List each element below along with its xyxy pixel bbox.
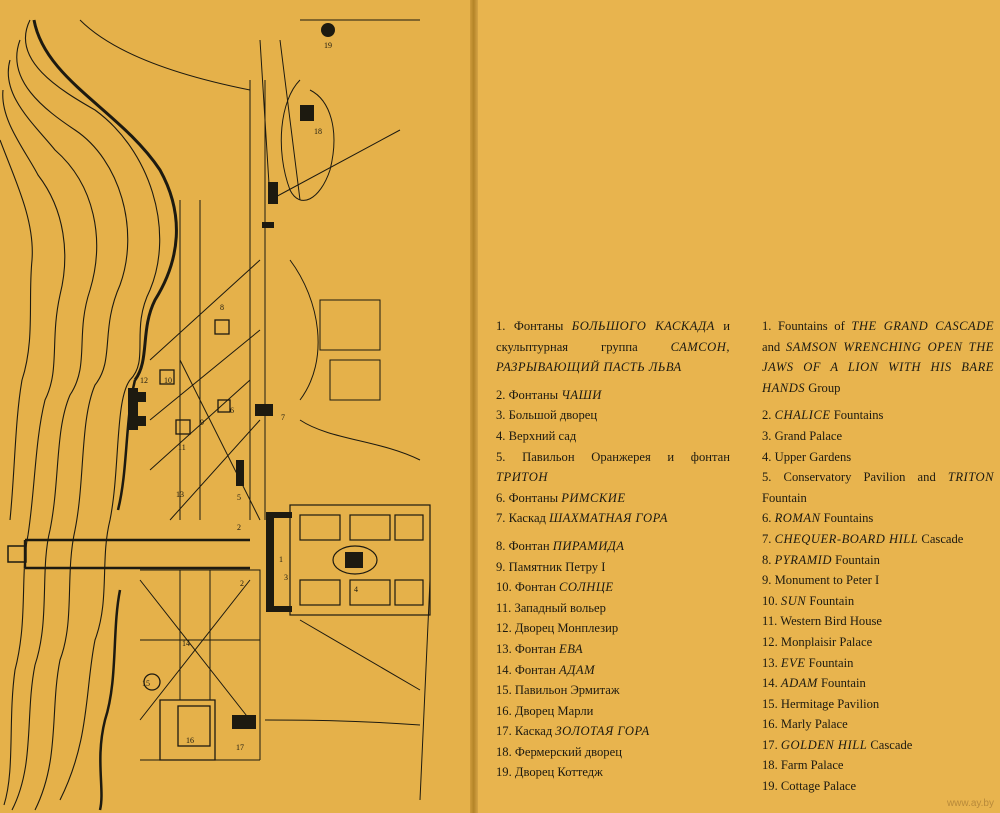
legend-text: and xyxy=(762,339,786,354)
map-label: 19 xyxy=(324,41,332,50)
pyramid-fountain xyxy=(345,552,363,568)
golden-hill xyxy=(232,715,256,729)
legend-number: 14. xyxy=(762,676,778,691)
cottage-palace xyxy=(321,23,335,37)
legend-number: 19. xyxy=(762,779,778,794)
map-label: 16 xyxy=(186,736,194,745)
legend-text: Cascade xyxy=(867,737,913,752)
legend-item xyxy=(496,508,730,529)
map-label: 12 xyxy=(140,376,148,385)
legend-number: 1. xyxy=(762,319,772,333)
legend-text: Фермерский дворец xyxy=(514,744,622,759)
legend-text: Fountain xyxy=(817,676,866,691)
legend-text: Hermitage Pavilion xyxy=(780,696,880,711)
legend-number: 3. xyxy=(496,408,506,423)
legend-item xyxy=(762,529,994,550)
legend-item xyxy=(762,776,994,797)
legend-name-italic: EVE xyxy=(780,655,806,670)
map-label: 7 xyxy=(281,413,285,422)
coast-contour-3 xyxy=(8,60,96,810)
roman-fountains xyxy=(255,404,273,416)
map-label: 1 xyxy=(279,555,283,564)
legend-text: Fountain xyxy=(762,490,807,505)
legend-item xyxy=(496,660,730,681)
legend-item xyxy=(762,714,994,735)
legend-item xyxy=(496,598,730,619)
legend-item xyxy=(762,467,994,508)
legend-number: 4. xyxy=(496,428,506,443)
legend-name-italic: GOLDEN HILL xyxy=(780,737,868,752)
legend-number: 9. xyxy=(762,573,772,588)
legend-name-italic: SUN xyxy=(780,593,807,608)
legend-text: Каскад xyxy=(508,511,550,526)
legend-item xyxy=(496,405,730,426)
legend-number: 17. xyxy=(496,724,512,739)
legend-text: Cottage Palace xyxy=(780,779,857,794)
map-number-labels xyxy=(140,41,358,752)
legend-number: 11. xyxy=(762,614,778,629)
legend-item xyxy=(762,447,994,468)
legend-number: 18. xyxy=(762,758,778,773)
legend-text: Дворец Монплезир xyxy=(514,621,619,636)
legend-item xyxy=(762,508,994,529)
legend-text: Conservatory Pavilion and xyxy=(783,470,948,485)
legend-name-italic: THE GRAND CASCADE xyxy=(851,319,995,333)
park-map xyxy=(0,0,472,813)
map-label: 15 xyxy=(142,679,150,688)
map-label: 2 xyxy=(240,579,244,588)
legend-name-italic: ЕВА xyxy=(559,641,584,656)
sea-canal xyxy=(25,540,250,568)
legend-name-italic: CHEQUER-BOARD HILL xyxy=(774,531,919,546)
legend-number: 5. xyxy=(496,449,506,464)
grand-palace xyxy=(266,512,274,612)
legend-item xyxy=(496,447,730,488)
legend-name-italic: БОЛЬШОГО КАСКАДА xyxy=(571,319,715,333)
legend-text: Monplaisir Palace xyxy=(780,634,873,649)
map-label: 14 xyxy=(182,639,190,648)
legend-item xyxy=(496,721,730,742)
legend-number: 15. xyxy=(496,683,512,698)
legend-name-italic: TRITON xyxy=(947,470,994,485)
legend-name-italic: ПИРАМИДА xyxy=(552,538,625,553)
legend-number: 12. xyxy=(496,621,512,636)
map-label: 17 xyxy=(236,743,244,752)
farm-palace xyxy=(300,105,314,121)
map-label: 5 xyxy=(237,493,241,502)
coast-contour-5 xyxy=(0,140,32,520)
legend-item xyxy=(496,316,730,378)
legend-text: Памятник Петру I xyxy=(508,559,606,574)
coast-contour-1 xyxy=(25,20,159,800)
legend-text: и скульптурная группа xyxy=(496,319,730,354)
legend-item xyxy=(496,557,730,578)
map-label: 13 xyxy=(176,490,184,499)
legend-item xyxy=(496,701,730,722)
legend-item xyxy=(762,570,994,591)
legend-text: Group xyxy=(805,380,841,395)
legend-text: Дворец Коттедж xyxy=(514,765,603,780)
legend-text: Grand Palace xyxy=(774,428,843,443)
legend-text: Farm Palace xyxy=(780,758,844,773)
legend-item xyxy=(762,611,994,632)
legend-number: 8. xyxy=(496,538,506,553)
legend-item xyxy=(762,316,994,398)
legend-name-italic: SAMSON WRENCHING OPEN THE JAWS OF A LION WITH HIS BARE HANDS xyxy=(762,339,994,395)
legend-number: 17. xyxy=(762,737,778,752)
monplaisir-palace xyxy=(128,388,138,430)
legend-text: Фонтаны xyxy=(508,387,562,402)
legend-item xyxy=(762,405,994,426)
legend-text: Дворец Марли xyxy=(514,703,594,718)
map-label: 2 xyxy=(237,523,241,532)
legend-item xyxy=(762,673,994,694)
legend-name-italic: ADAM xyxy=(780,676,818,691)
legend-name-italic: ТРИТОН xyxy=(496,470,548,485)
legend-name-italic: ЧАШИ xyxy=(561,387,602,402)
legend-text: Верхний сад xyxy=(508,428,577,443)
legend-text: Фонтан xyxy=(508,538,553,553)
legend-item xyxy=(496,742,730,763)
map-label: 9 xyxy=(200,418,204,427)
legend-name-italic: СОЛНЦЕ xyxy=(559,580,614,595)
legend-number: 4. xyxy=(762,449,772,464)
legend-name-italic: АДАМ xyxy=(559,662,596,677)
map-label: 6 xyxy=(230,406,234,415)
legend-number: 14. xyxy=(496,662,512,677)
legend-item xyxy=(762,755,994,776)
legend-number: 3. xyxy=(762,428,772,443)
legend-number: 12. xyxy=(762,634,778,649)
legend-item xyxy=(496,577,730,598)
legend-number: 7. xyxy=(496,511,506,526)
legend-text: Фонтан xyxy=(514,641,560,656)
legend-number: 8. xyxy=(762,552,772,567)
legend-text: Marly Palace xyxy=(780,717,848,732)
map-label: 4 xyxy=(354,585,358,594)
legend-number: 1. xyxy=(496,319,506,333)
legend-text: Фонтан xyxy=(514,580,560,595)
legend-number: 18. xyxy=(496,744,512,759)
legend-item xyxy=(762,653,994,674)
legend-name-italic: ROMAN xyxy=(774,511,821,526)
legend-number: 19. xyxy=(496,765,512,780)
legend-number: 7. xyxy=(762,531,772,546)
farm-path xyxy=(281,80,334,200)
legend-number: 2. xyxy=(762,408,772,423)
legend-name-italic: РИМСКИЕ xyxy=(561,490,626,505)
legend-item xyxy=(496,488,730,509)
map-label: 18 xyxy=(314,127,322,136)
legend-name-italic: PYRAMID xyxy=(774,552,832,567)
legend-text: Upper Gardens xyxy=(774,449,852,464)
legend-text: Fountains of xyxy=(778,319,852,333)
legend-number: 9. xyxy=(496,559,506,574)
map-label: 8 xyxy=(220,303,224,312)
legend-text: Фонтаны xyxy=(513,319,572,333)
legend-number: 16. xyxy=(496,703,512,718)
legend-item xyxy=(496,536,730,557)
park-paths xyxy=(290,260,380,400)
legend-english xyxy=(762,316,994,797)
legend-text: Fountains xyxy=(820,511,874,526)
legend-text: Cascade xyxy=(918,531,964,546)
legend-number: 15. xyxy=(762,696,778,711)
map-label: 3 xyxy=(284,573,288,582)
legend-name-italic: CHALICE xyxy=(774,408,831,423)
legend-item xyxy=(762,694,994,715)
legend-number: 16. xyxy=(762,717,778,732)
legend-text: Западный вольер xyxy=(514,600,606,615)
legend-text: Fountain xyxy=(806,593,855,608)
legend-number: 5. xyxy=(762,470,772,485)
legend-item xyxy=(762,426,994,447)
legend-number: 11. xyxy=(496,600,512,615)
map-label: 11 xyxy=(178,443,186,452)
legend-item xyxy=(762,735,994,756)
legend-number: 10. xyxy=(496,580,512,595)
legend-name-italic: ШАХМАТНАЯ ГОРА xyxy=(549,511,668,526)
legend-item xyxy=(762,591,994,612)
legend-number: 13. xyxy=(762,655,778,670)
legend-name-italic: ЗОЛОТАЯ ГОРА xyxy=(555,724,650,739)
triton-pavilion xyxy=(236,460,244,486)
legend-text: Павильон Эрмитаж xyxy=(514,683,620,698)
map-label: 10 xyxy=(164,376,172,385)
avenue-diagonals-lower xyxy=(140,570,260,720)
legend-text: Fountain xyxy=(831,552,880,567)
legend-text: Fountain xyxy=(805,655,854,670)
legend-number: 2. xyxy=(496,387,506,402)
legend-text: Большой дворец xyxy=(508,408,598,423)
legend-item xyxy=(496,618,730,639)
legend-text: Павильон Оранжерея и фонтан xyxy=(522,449,730,464)
legend-text: Каскад xyxy=(514,724,556,739)
legend-number: 10. xyxy=(762,593,778,608)
legend-item xyxy=(762,632,994,653)
legend-number: 6. xyxy=(496,490,506,505)
legend-text: Monument to Peter I xyxy=(774,573,880,588)
legend-item xyxy=(496,426,730,447)
watermark: www.ay.by xyxy=(946,798,994,809)
legend-russian xyxy=(496,316,730,783)
avenue-upper-left xyxy=(180,80,265,520)
legend-item xyxy=(496,385,730,406)
legend-item xyxy=(762,550,994,571)
legend-item xyxy=(496,680,730,701)
avenue-east xyxy=(270,130,430,800)
legend-text: Western Bird House xyxy=(780,614,883,629)
legend-name-italic: САМСОН, РАЗРЫВАЮЩИЙ ПАСТЬ ЛЬВА xyxy=(496,339,730,375)
legend-text: Fountains xyxy=(830,408,884,423)
legend-text: Фонтан xyxy=(514,662,560,677)
legend-number: 13. xyxy=(496,641,512,656)
legend-number: 6. xyxy=(762,511,772,526)
legend-item xyxy=(496,639,730,660)
legend-item xyxy=(496,762,730,783)
marly-pond xyxy=(178,706,210,746)
legend-text: Фонтаны xyxy=(508,490,562,505)
